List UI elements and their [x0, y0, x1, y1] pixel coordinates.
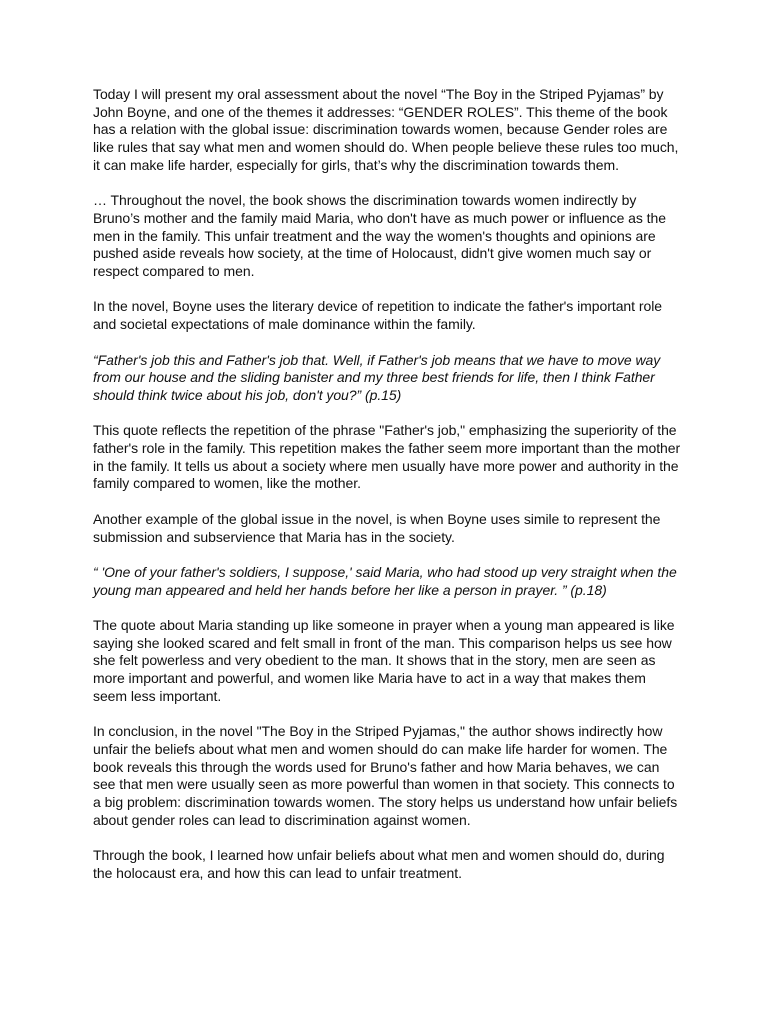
quote-maria: “ 'One of your father's soldiers, I suppose,' said Maria, who had stood up very straight when the young man appeared and held her hands before her like a person in prayer. ” (p.18): [93, 563, 677, 598]
paragraph-repetition: In the novel, Boyne uses the literary device of repetition to indicate the father's important role and societal expectations of male dominance within the family.: [93, 298, 662, 333]
paragraph-introduction: Today I will present my oral assessment about the novel “The Boy in the Striped Pyjamas” by John Boyne, and one of the themes it addresses: “GENDER ROLES”. This theme of the book has a relation with the global issue: discrimination towards women, because Gender roles are like rules that say what men and women should do. When people believe these rules too much, it can make life harder, especially for girls, that’s why the discrimination towards them.: [93, 86, 679, 173]
paragraph-closing: Through the book, I learned how unfair beliefs about what men and women should do, during the holocaust era, and how this can lead to unfair treatment.: [93, 847, 665, 881]
paragraph-conclusion: In conclusion, in the novel "The Boy in the Striped Pyjamas," the author shows indirectly how unfair the beliefs about what men and women should do can make life harder for women. The book reveals this through the words used for Bruno's father and how Maria behaves, we can see that men were usually seen as more powerful than women in that society. This connects to a big problem: discrimination towards women. The story helps us understand how unfair beliefs about gender roles can lead to discrimination against women.: [93, 723, 678, 828]
document-page: [93, 86, 683, 900]
paragraph-quote-analysis: This quote reflects the repetition of the phrase "Father's job," emphasizing the superiority of the father's role in the family. This repetition makes the father seem more important than the mother in the family. It tells us about a society where men usually have more power and authority in the family compared to women, like the mother.: [93, 422, 681, 492]
quote-fathers-job: “Father's job this and Father's job that. Well, if Father's job means that we have to move way from our house and the sliding banister and my three best friends for life, then I think Father should think twice about his job, don't you?” (p.15): [93, 351, 661, 403]
paragraph-maria-analysis: The quote about Maria standing up like someone in prayer when a young man appeared is like saying she looked scared and felt small in front of the man. This comparison helps us see how she felt powerless and very obedient to the man. It shows that in the story, men are seen as more important and powerful, and women like Maria have to act in a way that makes them seem less important.: [93, 616, 675, 704]
paragraph-simile: Another example of the global issue in the novel, is when Boyne uses simile to represent the submission and subservience that Maria has in the society.: [93, 510, 661, 545]
paragraph-discrimination: … Throughout the novel, the book shows the discrimination towards women indirectly by Bruno’s mother and the family maid Maria, who don't have as much power or influence as the men in the family. This unfair treatment and the way the women's thoughts and opinions are pushed aside reveals how society, at the time of Holocaust, didn't give women much say or respect compared to men.: [93, 192, 666, 280]
